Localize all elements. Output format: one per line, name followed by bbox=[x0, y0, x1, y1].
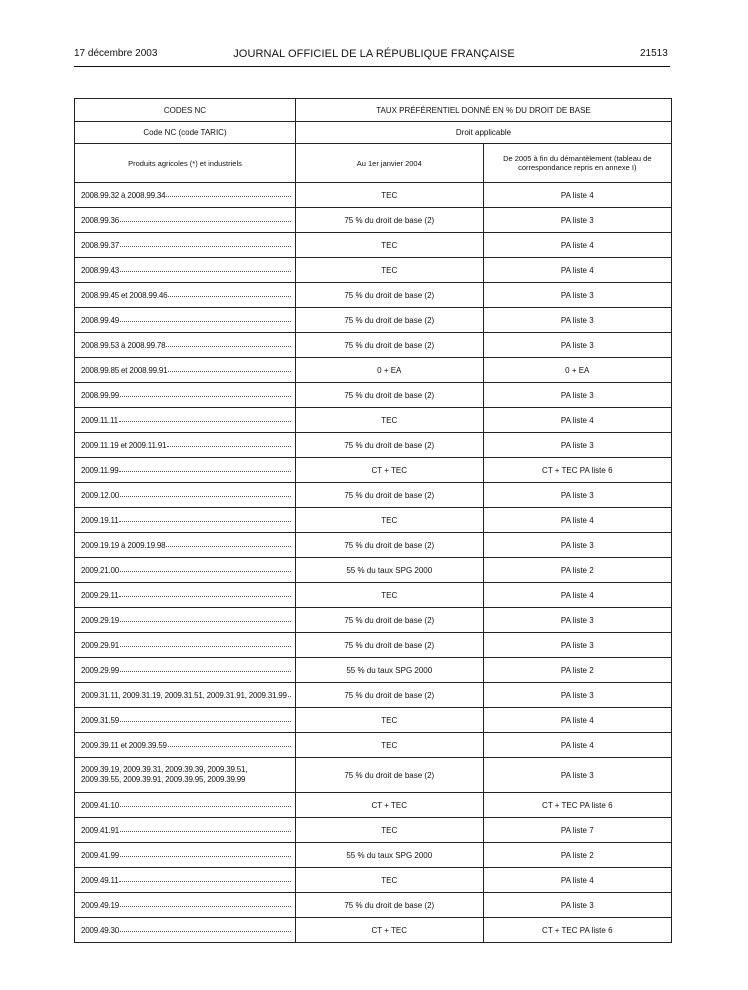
nc-code-cell bbox=[75, 283, 296, 308]
table-row bbox=[75, 208, 672, 233]
nc-code-cell bbox=[75, 408, 296, 433]
table-row bbox=[75, 358, 672, 383]
table-row bbox=[75, 433, 672, 458]
nc-code-cell bbox=[75, 183, 296, 208]
nc-code-wrap bbox=[81, 366, 295, 375]
header-produits: Produits agricoles (*) et industriels bbox=[75, 144, 296, 183]
table-row bbox=[75, 258, 672, 283]
rate-2004: TEC bbox=[295, 233, 483, 258]
nc-code-wrap bbox=[81, 901, 295, 910]
rate-2005: PA liste 2 bbox=[483, 843, 671, 868]
leader-dots bbox=[120, 320, 291, 322]
rate-2005: PA liste 4 bbox=[483, 183, 671, 208]
leader-dots bbox=[120, 570, 291, 572]
nc-code-wrap bbox=[81, 341, 295, 350]
nc-code-wrap bbox=[81, 416, 295, 425]
nc-code-cell bbox=[75, 893, 296, 918]
table-row bbox=[75, 758, 672, 793]
leader-dots bbox=[120, 930, 291, 932]
leader-dots bbox=[167, 445, 291, 447]
leader-dots bbox=[120, 720, 291, 722]
table-row bbox=[75, 233, 672, 258]
nc-code-wrap bbox=[81, 926, 295, 935]
leader-dots bbox=[166, 545, 291, 547]
nc-code-wrap bbox=[81, 876, 295, 885]
nc-code: 2008.99.49 bbox=[81, 315, 120, 325]
nc-code-cell bbox=[75, 758, 296, 793]
nc-code: 2009.31.11, 2009.31.19, 2009.31.51, 2009.31.91, 2009.31.99 bbox=[81, 690, 287, 700]
rate-2004: 75 % du droit de base (2) bbox=[295, 208, 483, 233]
nc-code-cell bbox=[75, 508, 296, 533]
rate-2004: 75 % du droit de base (2) bbox=[295, 283, 483, 308]
nc-code: 2008.99.37 bbox=[81, 240, 120, 250]
nc-code-wrap bbox=[81, 826, 295, 835]
leader-dots bbox=[120, 645, 291, 647]
leader-dots bbox=[119, 520, 291, 522]
nc-code-wrap bbox=[81, 851, 295, 860]
nc-code: 2008.99.36 bbox=[81, 215, 120, 225]
nc-code-wrap bbox=[81, 516, 295, 525]
rate-2004: TEC bbox=[295, 733, 483, 758]
nc-code-cell bbox=[75, 258, 296, 283]
table-row bbox=[75, 608, 672, 633]
rate-2005: CT + TEC PA liste 6 bbox=[483, 793, 671, 818]
leader-dots bbox=[168, 745, 291, 747]
nc-code-wrap bbox=[81, 541, 295, 550]
leader-dots bbox=[120, 395, 291, 397]
rate-2004: 0 + EA bbox=[295, 358, 483, 383]
nc-code-cell bbox=[75, 658, 296, 683]
header-rule bbox=[74, 66, 670, 67]
rate-2004: 75 % du droit de base (2) bbox=[295, 633, 483, 658]
rate-2004: 75 % du droit de base (2) bbox=[295, 683, 483, 708]
nc-code-cell bbox=[75, 308, 296, 333]
rate-2004: 55 % du taux SPG 2000 bbox=[295, 843, 483, 868]
rate-2005: PA liste 4 bbox=[483, 233, 671, 258]
nc-code: 2009.29.91 bbox=[81, 640, 120, 650]
rate-2004: TEC bbox=[295, 508, 483, 533]
nc-code: 2009.41.99 bbox=[81, 850, 120, 860]
nc-code: 2009.49.11 bbox=[81, 875, 119, 885]
table-row bbox=[75, 333, 672, 358]
leader-dots bbox=[119, 880, 291, 882]
leader-dots bbox=[120, 495, 291, 497]
nc-code-wrap bbox=[81, 316, 295, 325]
nc-code: 2009.29.99 bbox=[81, 665, 120, 675]
nc-code: 2009.19.11 bbox=[81, 515, 119, 525]
leader-dots bbox=[120, 830, 291, 832]
table-row bbox=[75, 793, 672, 818]
nc-code-cell bbox=[75, 208, 296, 233]
nc-code-cell bbox=[75, 383, 296, 408]
nc-code-cell bbox=[75, 583, 296, 608]
leader-dots bbox=[120, 270, 291, 272]
header-2004: Au 1er janvier 2004 bbox=[295, 144, 483, 183]
nc-code-wrap bbox=[81, 466, 295, 475]
table-row bbox=[75, 558, 672, 583]
rate-2004: 75 % du droit de base (2) bbox=[295, 383, 483, 408]
rate-2004: 55 % du taux SPG 2000 bbox=[295, 558, 483, 583]
nc-code-cell bbox=[75, 483, 296, 508]
rate-2005: PA liste 3 bbox=[483, 383, 671, 408]
nc-code-cell bbox=[75, 458, 296, 483]
rate-2004: CT + TEC bbox=[295, 918, 483, 943]
rate-2005: PA liste 3 bbox=[483, 633, 671, 658]
nc-code-wrap bbox=[81, 716, 295, 725]
nc-code-wrap bbox=[81, 641, 295, 650]
rate-2004: 75 % du droit de base (2) bbox=[295, 893, 483, 918]
leader-dots bbox=[119, 420, 291, 422]
nc-code: 2009.31.59 bbox=[81, 715, 120, 725]
nc-code-wrap bbox=[81, 765, 295, 785]
leader-dots bbox=[168, 370, 291, 372]
nc-code-wrap bbox=[81, 616, 295, 625]
rate-2005: PA liste 3 bbox=[483, 433, 671, 458]
nc-code-cell bbox=[75, 868, 296, 893]
rate-2005: PA liste 2 bbox=[483, 658, 671, 683]
nc-code: 2009.12.00 bbox=[81, 490, 120, 500]
rate-2004: CT + TEC bbox=[295, 793, 483, 818]
rate-2004: CT + TEC bbox=[295, 458, 483, 483]
rate-2004: 55 % du taux SPG 2000 bbox=[295, 658, 483, 683]
header-code-taric: Code NC (code TARIC) bbox=[75, 122, 296, 144]
nc-code: 2009.39.19, 2009.39.31, 2009.39.39, 2009.39.51, 2009.39.55, 2009.39.91, 2009.39.95, 2009.39.99 bbox=[81, 765, 248, 784]
rate-2005: PA liste 7 bbox=[483, 818, 671, 843]
rate-2005: PA liste 4 bbox=[483, 508, 671, 533]
rate-2005: PA liste 4 bbox=[483, 258, 671, 283]
nc-code-wrap bbox=[81, 266, 295, 275]
nc-code-cell bbox=[75, 608, 296, 633]
nc-code: 2008.99.45 et 2008.99.46 bbox=[81, 290, 168, 300]
rate-2004: 75 % du droit de base (2) bbox=[295, 533, 483, 558]
table-row bbox=[75, 683, 672, 708]
nc-code-wrap bbox=[81, 441, 295, 450]
leader-dots bbox=[120, 670, 291, 672]
nc-code: 2009.11.19 et 2009.11.91 bbox=[81, 440, 167, 450]
table-row bbox=[75, 658, 672, 683]
leader-dots bbox=[168, 295, 291, 297]
rate-2005: PA liste 3 bbox=[483, 483, 671, 508]
rate-2004: 75 % du droit de base (2) bbox=[295, 483, 483, 508]
rate-2004: TEC bbox=[295, 583, 483, 608]
nc-code-wrap bbox=[81, 741, 295, 750]
rate-2004: 75 % du droit de base (2) bbox=[295, 333, 483, 358]
nc-code-wrap bbox=[81, 801, 295, 810]
nc-code-cell bbox=[75, 558, 296, 583]
nc-code-wrap bbox=[81, 241, 295, 250]
leader-dots bbox=[166, 195, 291, 197]
rate-2004: TEC bbox=[295, 708, 483, 733]
table-row bbox=[75, 508, 672, 533]
rate-2005: PA liste 3 bbox=[483, 893, 671, 918]
rate-2005: PA liste 3 bbox=[483, 333, 671, 358]
table-row bbox=[75, 733, 672, 758]
nc-code: 2009.11.99 bbox=[81, 465, 119, 475]
rate-2005: PA liste 4 bbox=[483, 408, 671, 433]
nc-code-wrap bbox=[81, 191, 295, 200]
nc-code: 2009.11.11 bbox=[81, 415, 118, 425]
table-row bbox=[75, 633, 672, 658]
nc-code: 2009.49.19 bbox=[81, 900, 120, 910]
header-2005 bbox=[483, 144, 671, 183]
nc-code: 2008.99.99 bbox=[81, 390, 120, 400]
rate-2004: TEC bbox=[295, 258, 483, 283]
rate-2004: 75 % du droit de base (2) bbox=[295, 758, 483, 793]
nc-code-cell bbox=[75, 333, 296, 358]
nc-code: 2008.99.32 à 2008.99.34 bbox=[81, 190, 166, 200]
table-row bbox=[75, 818, 672, 843]
leader-dots bbox=[166, 345, 291, 347]
nc-code-wrap bbox=[81, 566, 295, 575]
table-header-row-1 bbox=[75, 99, 672, 122]
page-number: 21513 bbox=[640, 48, 668, 59]
rate-2004: 75 % du droit de base (2) bbox=[295, 433, 483, 458]
header-codes-nc: CODES NC bbox=[75, 99, 296, 122]
nc-code: 2008.99.43 bbox=[81, 265, 120, 275]
table-row bbox=[75, 183, 672, 208]
rate-2005: PA liste 3 bbox=[483, 608, 671, 633]
nc-code-wrap bbox=[81, 591, 295, 600]
leader-dots bbox=[120, 805, 291, 807]
table-row bbox=[75, 308, 672, 333]
table-row bbox=[75, 893, 672, 918]
nc-code-cell bbox=[75, 818, 296, 843]
nc-code: 2008.99.85 et 2008.99.91 bbox=[81, 365, 168, 375]
rate-2005: CT + TEC PA liste 6 bbox=[483, 458, 671, 483]
header-2005-text: De 2005 à fin du démantèlement (tableau de correspondance repris en annexe I) bbox=[503, 154, 652, 172]
table-row bbox=[75, 918, 672, 943]
table-row bbox=[75, 483, 672, 508]
nc-code-cell bbox=[75, 918, 296, 943]
table-row bbox=[75, 283, 672, 308]
table-row bbox=[75, 868, 672, 893]
table-row bbox=[75, 843, 672, 868]
page-date: 17 décembre 2003 bbox=[74, 48, 158, 59]
leader-dots bbox=[120, 855, 291, 857]
rate-2005: PA liste 2 bbox=[483, 558, 671, 583]
nc-code: 2009.39.11 et 2009.39.59 bbox=[81, 740, 167, 750]
rate-2005: PA liste 3 bbox=[483, 758, 671, 793]
rate-2005: 0 + EA bbox=[483, 358, 671, 383]
rate-2004: TEC bbox=[295, 408, 483, 433]
rate-2005: PA liste 3 bbox=[483, 308, 671, 333]
nc-code-cell bbox=[75, 733, 296, 758]
header-droit-applicable: Droit applicable bbox=[295, 122, 671, 144]
nc-code-cell bbox=[75, 433, 296, 458]
rate-2004: TEC bbox=[295, 183, 483, 208]
nc-code: 2009.29.11 bbox=[81, 590, 119, 600]
table-row bbox=[75, 533, 672, 558]
rate-2005: PA liste 4 bbox=[483, 583, 671, 608]
tariff-table bbox=[74, 98, 672, 943]
nc-code-cell bbox=[75, 708, 296, 733]
leader-dots bbox=[288, 695, 291, 697]
nc-code: 2009.19.19 à 2009.19.98 bbox=[81, 540, 166, 550]
rate-2005: PA liste 3 bbox=[483, 208, 671, 233]
rate-2005: PA liste 3 bbox=[483, 533, 671, 558]
table-row bbox=[75, 408, 672, 433]
nc-code-wrap bbox=[81, 491, 295, 500]
journal-title: JOURNAL OFFICIEL DE LA RÉPUBLIQUE FRANÇAISE bbox=[233, 48, 515, 60]
header-taux-preferentiel: TAUX PRÉFÉRENTIEL DONNÉ EN % DU DROIT DE BASE bbox=[295, 99, 671, 122]
rate-2005: PA liste 4 bbox=[483, 868, 671, 893]
nc-code-wrap bbox=[81, 691, 295, 700]
nc-code-cell bbox=[75, 793, 296, 818]
nc-code-cell bbox=[75, 533, 296, 558]
leader-dots bbox=[120, 220, 291, 222]
table-row bbox=[75, 458, 672, 483]
leader-dots bbox=[120, 620, 291, 622]
table-header-row-3 bbox=[75, 144, 672, 183]
rate-2005: PA liste 3 bbox=[483, 683, 671, 708]
nc-code-wrap bbox=[81, 391, 295, 400]
nc-code: 2009.49.30 bbox=[81, 925, 120, 935]
nc-code-wrap bbox=[81, 216, 295, 225]
nc-code: 2009.41.91 bbox=[81, 825, 120, 835]
nc-code-cell bbox=[75, 633, 296, 658]
rate-2005: PA liste 4 bbox=[483, 708, 671, 733]
leader-dots bbox=[119, 470, 291, 472]
table-header-row-2 bbox=[75, 122, 672, 144]
rate-2004: 75 % du droit de base (2) bbox=[295, 608, 483, 633]
nc-code: 2008.99.53 à 2008.99.78 bbox=[81, 340, 166, 350]
nc-code-cell bbox=[75, 358, 296, 383]
table-row bbox=[75, 708, 672, 733]
leader-dots bbox=[120, 905, 291, 907]
leader-dots bbox=[119, 595, 291, 597]
rate-2005: CT + TEC PA liste 6 bbox=[483, 918, 671, 943]
nc-code-cell bbox=[75, 843, 296, 868]
table-row bbox=[75, 383, 672, 408]
rate-2004: TEC bbox=[295, 818, 483, 843]
rate-2004: TEC bbox=[295, 868, 483, 893]
nc-code-cell bbox=[75, 233, 296, 258]
nc-code: 2009.29.19 bbox=[81, 615, 120, 625]
nc-code-cell bbox=[75, 683, 296, 708]
nc-code: 2009.41.10 bbox=[81, 800, 120, 810]
rate-2005: PA liste 3 bbox=[483, 283, 671, 308]
nc-code-wrap bbox=[81, 666, 295, 675]
rate-2004: 75 % du droit de base (2) bbox=[295, 308, 483, 333]
leader-dots bbox=[120, 245, 291, 247]
nc-code-wrap bbox=[81, 291, 295, 300]
rate-2005: PA liste 4 bbox=[483, 733, 671, 758]
nc-code: 2009.21.00 bbox=[81, 565, 120, 575]
table-row bbox=[75, 583, 672, 608]
